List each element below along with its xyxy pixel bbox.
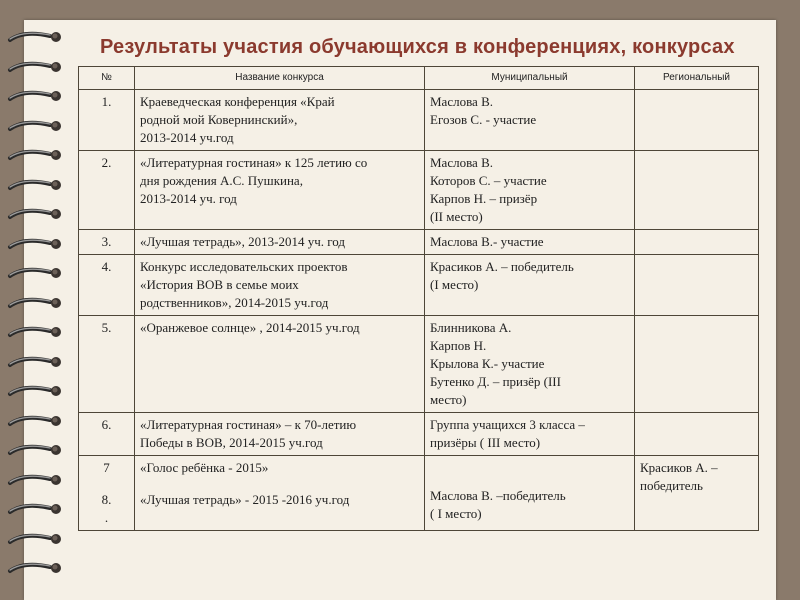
cell-municipal <box>425 316 635 413</box>
cell-line: «Лучшая тетрадь», 2013-2014 уч. год <box>140 234 346 249</box>
cell-line: (I место) <box>430 277 479 292</box>
cell-contest-name <box>135 456 425 531</box>
cell-regional <box>635 151 759 230</box>
cell-line: «Литературная гостиная» к 125 летию со <box>140 155 368 170</box>
cell-line: победитель <box>640 478 703 493</box>
table-row <box>79 316 759 413</box>
spiral-ring-icon <box>6 87 66 105</box>
spiral-ring-icon <box>6 58 66 76</box>
cell-line: Бутенко Д. – призёр (III <box>430 374 561 389</box>
cell-contest-name <box>135 413 425 456</box>
cell-line: 8. <box>101 492 112 507</box>
cell-line: Краеведческая конференция «Край <box>140 94 335 109</box>
cell-line: Красиков А. – <box>640 460 718 475</box>
spiral-ring-icon <box>6 235 66 253</box>
table-row <box>79 90 759 151</box>
cell-regional <box>635 316 759 413</box>
cell-line: 1. <box>101 94 112 109</box>
cell-line: Которов С. – участие <box>430 173 547 188</box>
cell-line: 2. <box>101 155 112 170</box>
spiral-ring-icon <box>6 146 66 164</box>
cell-municipal <box>425 456 635 531</box>
cell-number <box>79 90 135 151</box>
cell-number <box>79 255 135 316</box>
line-gap <box>84 477 129 491</box>
cell-contest-name <box>135 316 425 413</box>
cell-line: . <box>104 510 109 525</box>
cell-line: Егозов С. - участие <box>430 112 537 127</box>
cell-municipal <box>425 90 635 151</box>
cell-regional <box>635 255 759 316</box>
cell-municipal <box>425 255 635 316</box>
page-title: Результаты участия обучающихся в конференциях, конкурсах <box>100 36 735 58</box>
cell-contest-name <box>135 151 425 230</box>
cell-regional <box>635 230 759 255</box>
cell-line: дня рождения А.С. Пушкина, <box>140 173 303 188</box>
cell-line: место) <box>430 392 467 407</box>
spiral-ring-icon <box>6 28 66 46</box>
line-gap <box>430 459 629 473</box>
spiral-ring-icon <box>6 441 66 459</box>
cell-line: 4. <box>101 259 112 274</box>
cell-line: «Лучшая тетрадь» - 2015 -2016 уч.год <box>140 492 350 507</box>
cell-line: 5. <box>101 320 112 335</box>
cell-line: Победы в ВОВ, 2014-2015 уч.год <box>140 435 323 450</box>
spiral-ring-icon <box>6 176 66 194</box>
spiral-ring-icon <box>6 117 66 135</box>
cell-line: Группа учащихся 3 класса – <box>430 417 585 432</box>
cell-line: Карпов Н. <box>430 338 487 353</box>
spiral-ring-icon <box>6 382 66 400</box>
cell-line: Красиков А. – победитель <box>430 259 574 274</box>
spiral-ring-icon <box>6 471 66 489</box>
spiral-binding <box>0 28 70 600</box>
cell-municipal <box>425 413 635 456</box>
table-row <box>79 413 759 456</box>
line-gap <box>140 477 419 491</box>
cell-regional <box>635 456 759 531</box>
results-table <box>78 66 759 531</box>
table-row <box>79 456 759 531</box>
line-gap <box>430 473 629 487</box>
cell-line: Маслова В.- участие <box>430 234 544 249</box>
spiral-ring-icon <box>6 559 66 577</box>
header-number: № <box>79 67 135 90</box>
cell-line: призёры ( III место) <box>430 435 541 450</box>
cell-number <box>79 456 135 531</box>
cell-regional <box>635 413 759 456</box>
cell-line: 7 <box>103 460 110 475</box>
cell-line: Крылова К.- участие <box>430 356 545 371</box>
cell-line: 2013-2014 уч. год <box>140 191 237 206</box>
table-header-row <box>79 67 759 90</box>
table-row <box>79 151 759 230</box>
cell-number <box>79 316 135 413</box>
cell-municipal <box>425 230 635 255</box>
cell-contest-name <box>135 90 425 151</box>
cell-number <box>79 413 135 456</box>
spiral-ring-icon <box>6 264 66 282</box>
spiral-ring-icon <box>6 205 66 223</box>
cell-line: 6. <box>101 417 112 432</box>
spiral-ring-icon <box>6 500 66 518</box>
cell-regional <box>635 90 759 151</box>
header-contest-name: Название конкурса <box>135 67 425 90</box>
cell-line: «История ВОВ в семье моих <box>140 277 299 292</box>
header-regional: Региональный <box>635 67 759 90</box>
header-municipal: Муниципальный <box>425 67 635 90</box>
cell-line: Маслова В. <box>430 155 493 170</box>
cell-line: родственников», 2014-2015 уч.год <box>140 295 329 310</box>
spiral-ring-icon <box>6 353 66 371</box>
cell-line: Маслова В. <box>430 94 493 109</box>
table-row <box>79 255 759 316</box>
cell-municipal <box>425 151 635 230</box>
cell-line: (II место) <box>430 209 483 224</box>
cell-number <box>79 151 135 230</box>
cell-line: Карпов Н. – призёр <box>430 191 538 206</box>
cell-line: «Литературная гостиная» – к 70-летию <box>140 417 357 432</box>
cell-line: «Оранжевое солнце» , 2014-2015 уч.год <box>140 320 360 335</box>
spiral-ring-icon <box>6 323 66 341</box>
cell-line: 3. <box>101 234 112 249</box>
table-row <box>79 230 759 255</box>
cell-line: родной мой Ковернинский», <box>140 112 298 127</box>
cell-contest-name <box>135 255 425 316</box>
cell-line: Конкурс исследовательских проектов <box>140 259 348 274</box>
spiral-ring-icon <box>6 412 66 430</box>
cell-contest-name <box>135 230 425 255</box>
spiral-ring-icon <box>6 294 66 312</box>
cell-line: Маслова В. –победитель <box>430 488 566 503</box>
cell-line: ( I место) <box>430 506 482 521</box>
cell-line: Блинникова А. <box>430 320 512 335</box>
cell-line: 2013-2014 уч.год <box>140 130 234 145</box>
table-body <box>79 90 759 531</box>
spiral-ring-icon <box>6 530 66 548</box>
cell-number <box>79 230 135 255</box>
cell-line: «Голос ребёнка - 2015» <box>140 460 269 475</box>
